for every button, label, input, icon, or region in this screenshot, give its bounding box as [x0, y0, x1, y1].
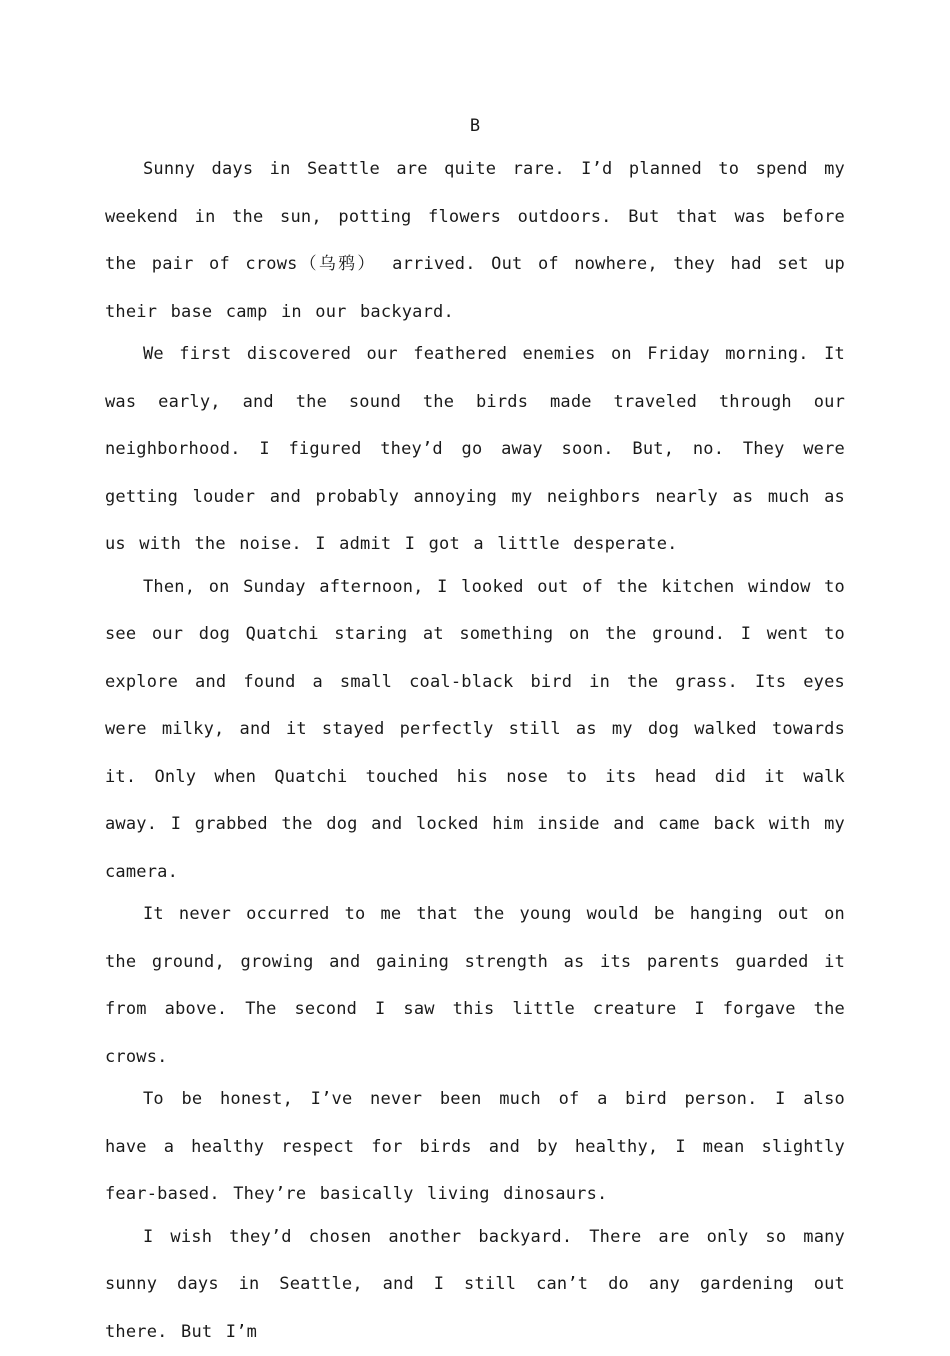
- paragraph-1: Sunny days in Seattle are quite rare. I’d planned to spend my weekend in the sun, potting flowers outdoors. But that was before the pair of crows（乌鸦） arrived. Out of nowhere, they had set up their base camp in our backyard.: [105, 146, 845, 336]
- document-page: [105, 112, 845, 1356]
- paragraph-5: To be honest, I’ve never been much of a bird person. I also have a healthy respect for birds and by healthy, I mean slightly fear-based. They’re basically living dinosaurs.: [105, 1076, 845, 1219]
- section-heading: B: [105, 112, 845, 140]
- paragraph-2: We first discovered our feathered enemies on Friday morning. It was early, and the sound the birds made traveled through our neighborhood. I figured they’d go away soon. But, no. They were getting louder and probably annoying my neighbors nearly as much as us with the noise. I admit I got a little desperate.: [105, 331, 845, 569]
- paragraph-4: It never occurred to me that the young would be hanging out on the ground, growing and gaining strength as its parents guarded it from above. The second I saw this little creature I forgave the crows.: [105, 891, 845, 1081]
- paragraph-6: I wish they’d chosen another backyard. There are only so many sunny days in Seattle, and I still can’t do any gardening out there. But I’m: [105, 1214, 845, 1356]
- paragraph-3: Then, on Sunday afternoon, I looked out of the kitchen window to see our dog Quatchi staring at something on the ground. I went to explore and found a small coal-black bird in the grass. Its eyes were milky, and it stayed perfectly still as my dog walked towards it. Only when Quatchi touched his nose to its head did it walk away. I grabbed the dog and locked him inside and came back with my camera.: [105, 564, 845, 897]
